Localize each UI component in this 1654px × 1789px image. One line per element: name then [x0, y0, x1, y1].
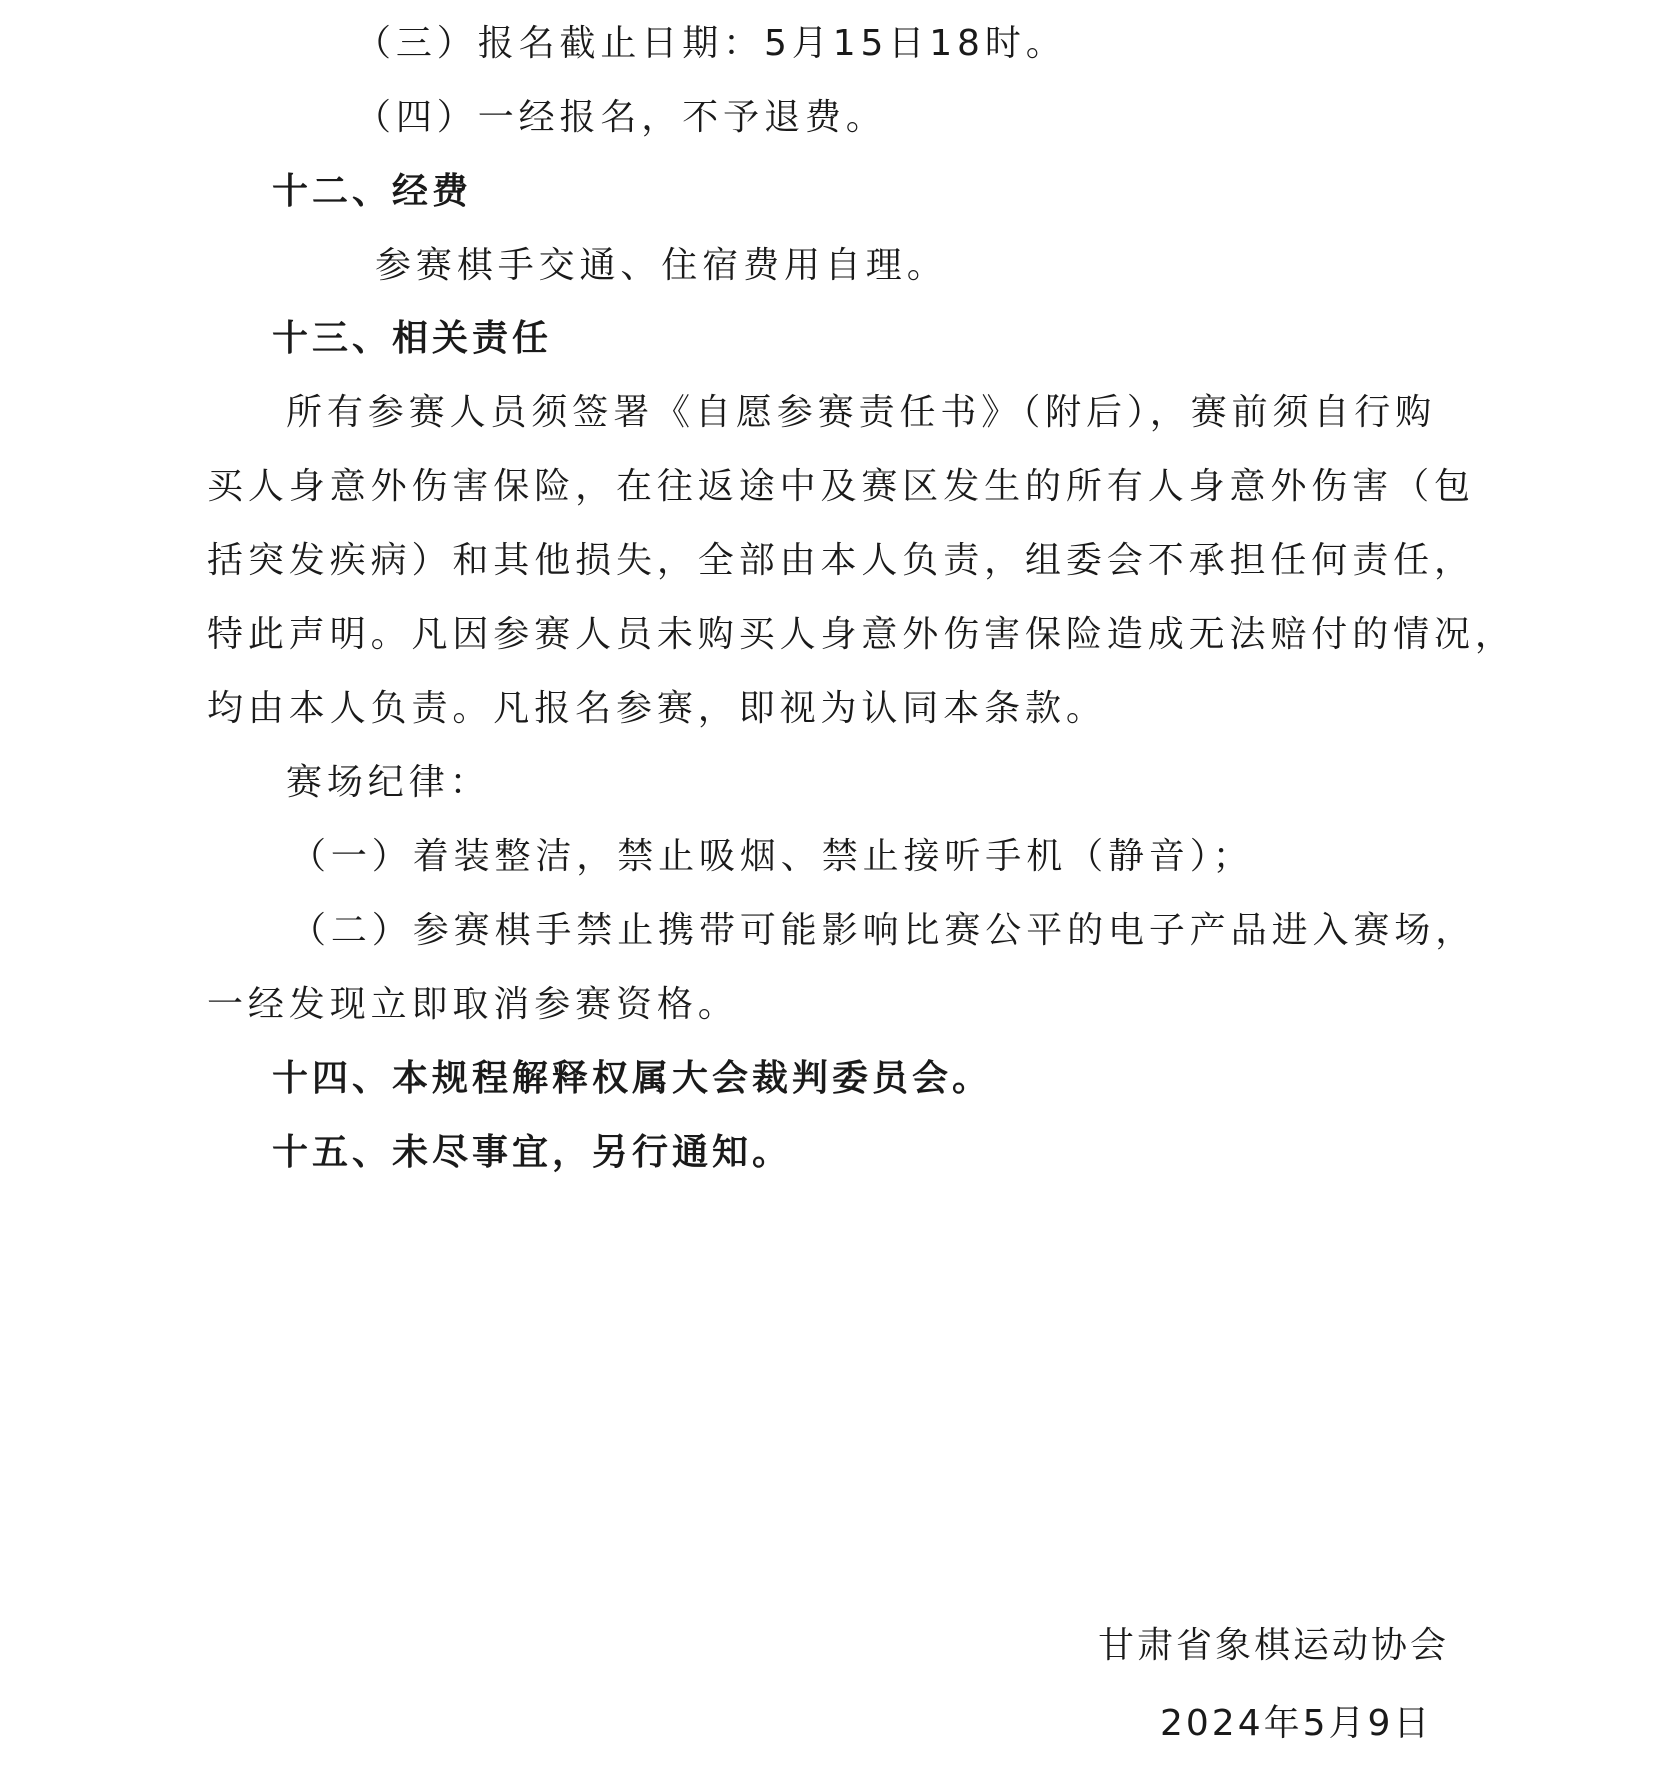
discipline-item-2-line-2: 一经发现立即取消参赛资格。	[207, 984, 739, 1025]
discipline-label: 赛场纪律：	[286, 762, 491, 803]
paragraph-responsibility-line-1: 所有参赛人员须签署《自愿参赛责任书》（附后），赛前须自行购	[286, 392, 1437, 433]
registration-item-deadline: （三）报名截止日期：5月15日18时。	[355, 23, 1067, 64]
section-heading-funding: 十二、经费	[272, 171, 473, 212]
paragraph-responsibility-line-4: 特此声明。凡因参赛人员未购买人身意外伤害保险造成无法赔付的情况，	[207, 614, 1516, 655]
paragraph-responsibility-line-3: 括突发疾病）和其他损失，全部由本人负责，组委会不承担任何责任，	[207, 540, 1475, 581]
paragraph-responsibility-line-5: 均由本人负责。凡报名参赛，即视为认同本条款。	[207, 688, 1107, 729]
section-heading-responsibility: 十三、相关责任	[272, 318, 553, 359]
section-heading-other-matters: 十五、未尽事宜，另行通知。	[272, 1132, 793, 1173]
paragraph-responsibility-line-2: 买人身意外伤害保险，在往返途中及赛区发生的所有人身意外伤害（包	[207, 466, 1475, 507]
discipline-item-2-line-1: （二）参赛棋手禁止携带可能影响比赛公平的电子产品进入赛场，	[290, 910, 1477, 951]
section-heading-interpretation: 十四、本规程解释权属大会裁判委员会。	[272, 1058, 993, 1099]
paragraph-funding: 参赛棋手交通、住宿费用自理。	[375, 245, 948, 286]
discipline-item-1: （一）着装整洁，禁止吸烟、禁止接听手机（静音）；	[290, 836, 1254, 877]
signature-organization: 甘肃省象棋运动协会	[1098, 1625, 1450, 1666]
signature-date: 2024年5月9日	[1160, 1703, 1433, 1744]
registration-item-no-refund: （四）一经报名，不予退费。	[355, 97, 887, 138]
